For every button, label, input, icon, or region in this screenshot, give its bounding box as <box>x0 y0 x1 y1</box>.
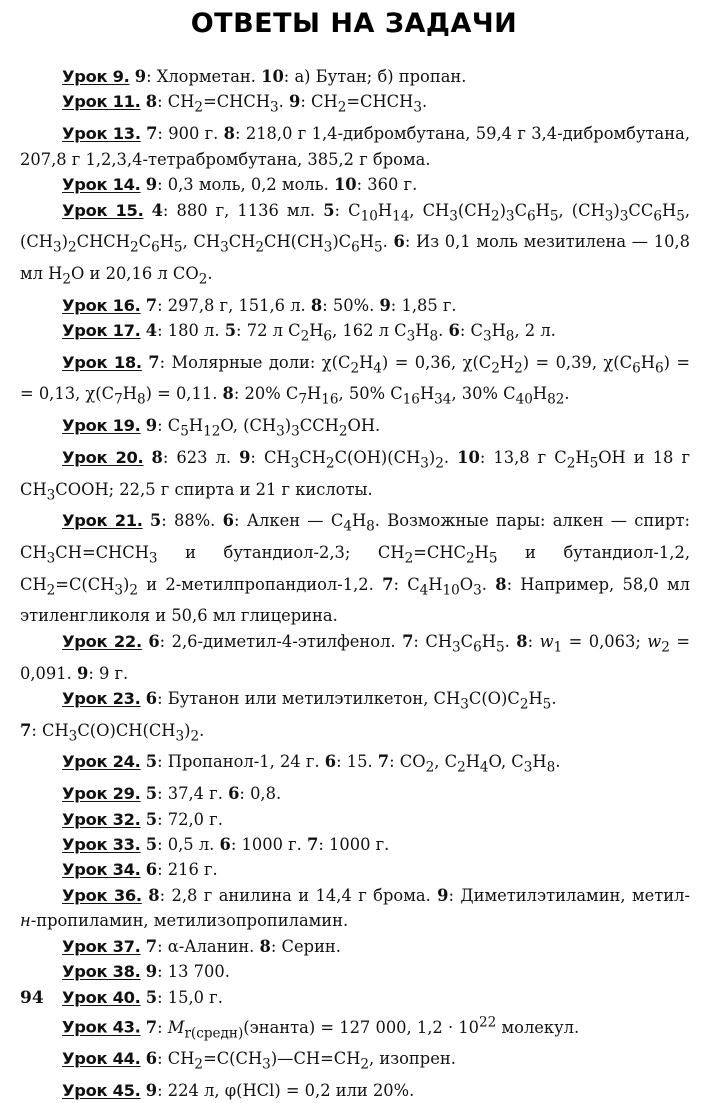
answer-entry <box>20 508 690 629</box>
lesson-label: Урок 9. <box>62 67 130 86</box>
answer-entry <box>20 807 690 832</box>
answer-entry <box>20 445 690 508</box>
answer-text: 7: 900 г. 8: 218,0 г 1,4-дибромбутана, 59,4 г 3,4-дибромбутана, 207,8 г 1,2,3,4-тетрабромбутана, 385,2 г брома. <box>20 124 690 169</box>
answer-text: 6: Бутанон или метилэтилкетон, $CH_3C(O)C_2H_5$. 7: $CH_3C(O)CH(CH_3)_2$. <box>20 689 557 744</box>
lesson-label: Урок 33. <box>62 835 141 855</box>
answer-entry <box>20 781 690 806</box>
lesson-label: Урок 45. <box>62 1081 141 1101</box>
answer-entry <box>20 318 690 350</box>
lesson-label: Урок 17. <box>62 321 141 341</box>
answer-text: 5: 0,5 л. 6: 1000 г. 7: 1000 г. <box>145 835 390 855</box>
page-title: ОТВЕТЫ НА ЗАДАЧИ <box>190 8 518 39</box>
answer-text: 4: 880 г, 1136 мл. 5: $C_{10}H_{14}$, $CH_3(CH_2)_3C_6H_5$, $(CH_3)_3CC_6H_5$, $(CH_3)_2CHCH_2C_6H_5$, $CH_3CH_2CH(CH_3)C_6H_5$. 6: Из 0,1 моль мезитилена — 10,8 мл $H_2O$ и 20,16 л $CO_2$. <box>20 200 691 288</box>
lesson-label: Урок 14. <box>62 175 141 195</box>
lesson-label: Урок 16. <box>62 295 141 315</box>
answer-entry <box>20 293 690 318</box>
answer-entry <box>20 629 690 686</box>
answer-text: 4: 180 л. 5: 72 л $C_2H_6$, 162 л $C_3H_8$. 6: $C_3H_8$, 2 л. <box>145 321 556 345</box>
answer-text: 7: Молярные доли: $\chi(C_2H_4) = 0,36$, $\chi(C_2H_2) = 0,39$, $\chi(C_6H_6)$ = = 0,13, $\chi(C_7H_8) = 0,11$. 8: 20% $C_7H_{16}$, 50% $C_{16}H_{34}$, 30% $C_{40}H_{82}$. <box>20 352 690 408</box>
answer-entry <box>20 832 690 857</box>
answer-entry <box>20 749 690 781</box>
answer-entry <box>20 1010 690 1046</box>
lesson-label: Урок 32. <box>62 809 141 829</box>
answer-entry <box>20 198 690 293</box>
answer-text: 9: 0,3 моль, 0,2 моль. 10: 360 г. <box>145 175 418 195</box>
answer-entry <box>20 857 690 882</box>
lesson-label: Урок 15. <box>62 200 144 220</box>
lesson-label: Урок 24. <box>62 752 141 772</box>
answer-entry <box>20 172 690 197</box>
answer-entry <box>20 350 690 413</box>
page-number: 94 <box>20 988 44 1008</box>
answer-text: 5: 15,0 г. <box>145 987 223 1007</box>
lesson-label: Урок 44. <box>62 1049 141 1069</box>
lesson-label: Урок 38. <box>62 962 141 982</box>
answers-list <box>20 64 690 1103</box>
lesson-label: Урок 40. <box>62 987 141 1007</box>
answer-text: 6: 2,6-диметил-4-этилфенол. 7: $CH_3C_6H_5$. 8: $w_1 = 0,063$; $w_2 = 0,091$. 9: 9 г. <box>20 631 690 683</box>
lesson-label: Урок 23. <box>62 689 141 709</box>
answer-entry <box>20 985 690 1010</box>
answer-text: 8: $CH_2=CHCH_3$. 9: $CH_2=CHCH_3$. <box>145 92 428 116</box>
lesson-label: Урок 21. <box>62 511 143 531</box>
answer-entry <box>20 1078 690 1103</box>
lesson-label: Урок 34. <box>62 860 141 880</box>
answer-entry <box>20 959 690 984</box>
answer-text: 6: 216 г. <box>145 860 218 880</box>
answer-text: 7: 297,8 г, 151,6 л. 8: 50%. 9: 1,85 г. <box>145 295 457 315</box>
lesson-label: Урок 22. <box>62 631 142 651</box>
answer-text: 8: 2,8 г анилина и 14,4 г брома. 9: Диметилэтиламин, метил-н-пропиламин, метилизопропиламин. <box>20 885 690 931</box>
answer-entry <box>20 1046 690 1078</box>
answer-text: 5: 37,4 г. 6: 0,8. <box>145 784 282 804</box>
answer-text: 9: 224 л, φ(HCl) = 0,2 или 20%. <box>145 1081 415 1101</box>
answer-text: 5: Пропанол-1, 24 г. 6: 15. 7: $CO_2$, $C_2H_4O$, $C_3H_8$. <box>145 752 561 776</box>
answer-entry <box>20 934 690 959</box>
answer-entry <box>20 121 690 172</box>
answer-entry <box>20 89 690 121</box>
answer-entry <box>20 883 690 934</box>
lesson-label: Урок 20. <box>62 447 144 467</box>
answer-entry <box>20 686 690 749</box>
answer-text: 6: $CH_2=C(CH_3)—CH=CH_2$, изопрен. <box>145 1049 456 1073</box>
lesson-label: Урок 13. <box>62 124 141 144</box>
answer-text: 9: 13 700. <box>145 962 230 982</box>
answer-text: 9: $C_5H_{12}O$, $(CH_3)_3CCH_2OH$. <box>145 416 381 440</box>
answer-text: 5: 72,0 г. <box>145 809 223 829</box>
answer-entry <box>20 413 690 445</box>
lesson-label: Урок 36. <box>62 885 142 905</box>
answer-entry <box>20 64 690 89</box>
answer-text: 8: 623 л. 9: $CH_3CH_2C(OH)(CH_3)_2$. 10: 13,8 г $C_2H_5OH$ и 18 г $CH_3COOH$; 22,5 г спирта и 21 г кислоты. <box>20 447 690 503</box>
lesson-label: Урок 11. <box>62 92 141 112</box>
answer-text: 5: 88%. 6: Алкен — $C_4H_8$. Возможные пары: алкен — спирт: $CH_3CH=CHCH_3$ и бутандиол-2,3; $CH_2=CHC_2H_5$ и бутандиол-1,2, $CH_2=C(CH_3)_2$ и 2-метилпропандиол-1,2. 7: $C_4H_{10}O_3$. 8: Например, 58,0 мл этиленгликоля и 50,6 мл глицерина. <box>20 511 690 626</box>
answer-text: 7: $M_{r(средн)}(энанта) = 127$ 000, $1,2 \cdot 10^{22}$ молекул. <box>145 1014 580 1041</box>
answer-text: 7: α-Аланин. 8: Серин. <box>145 936 341 956</box>
lesson-label: Урок 43. <box>62 1017 141 1037</box>
answer-text: 9: Хлорметан. 10: а) Бутан; б) пропан. <box>134 67 467 86</box>
lesson-label: Урок 18. <box>62 352 142 372</box>
lesson-label: Урок 19. <box>62 416 141 436</box>
lesson-label: Урок 29. <box>62 784 141 804</box>
lesson-label: Урок 37. <box>62 936 141 956</box>
